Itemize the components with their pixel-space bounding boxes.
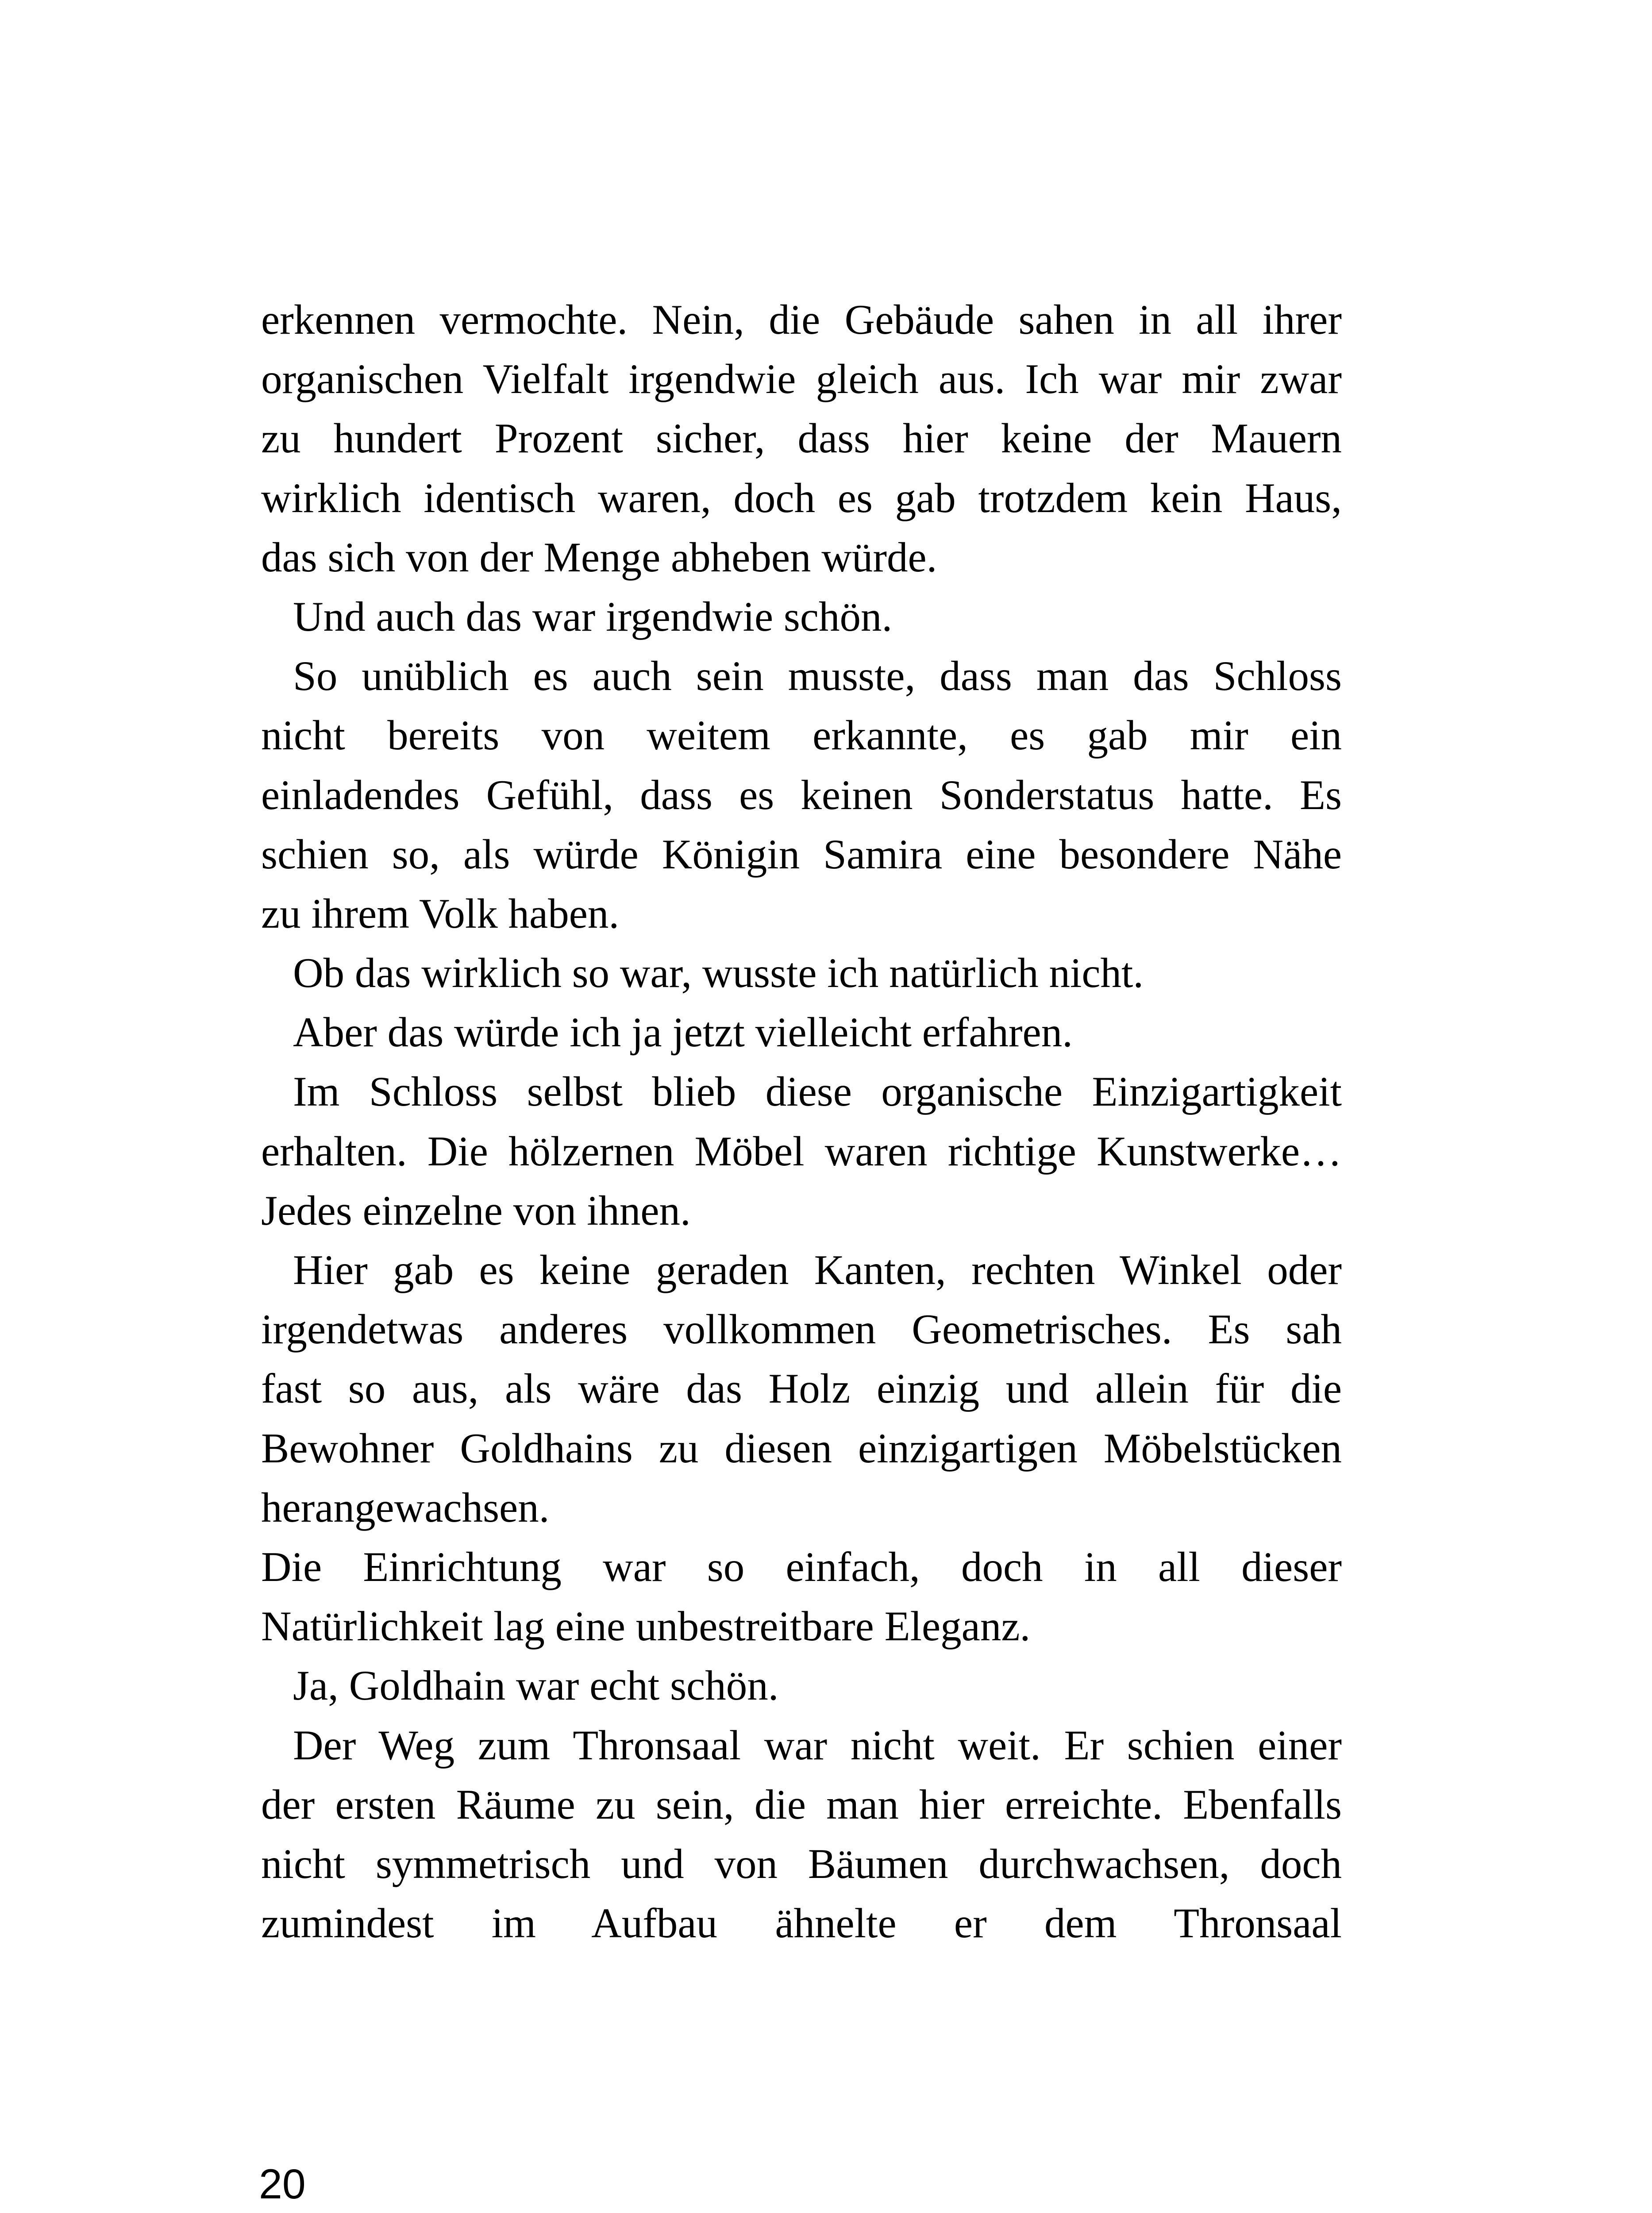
text-line: So unüblich es auch sein musste, dass man das Schloss	[293, 652, 1342, 700]
text-line: Und auch das war irgendwie schön.	[293, 593, 893, 640]
text-line: nicht bereits von weitem erkannte, es gab mir ein	[261, 712, 1342, 759]
text-line: Aber das würde ich ja jetzt vielleicht erfahren.	[293, 1009, 1073, 1056]
text-line: Natürlichkeit lag eine unbestreitbare Eleganz.	[261, 1603, 1031, 1650]
text-line: zu hundert Prozent sicher, dass hier keine der Mauern	[261, 415, 1342, 462]
text-line: Der Weg zum Thronsaal war nicht weit. Er schien einer	[293, 1721, 1342, 1769]
text-line: Ob das wirklich so war, wusste ich natürlich nicht.	[293, 949, 1144, 997]
text-line: das sich von der Menge abheben würde.	[261, 533, 937, 581]
text-line: Hier gab es keine geraden Kanten, rechten Winkel oder	[293, 1246, 1342, 1293]
text-line: herangewachsen.	[261, 1484, 550, 1531]
text-line: organischen Vielfalt irgendwie gleich aus. Ich war mir zwar	[261, 355, 1342, 403]
text-line: Bewohner Goldhains zu diesen einzigartigen Möbelstücken	[261, 1424, 1342, 1472]
text-line: erkennen vermochte. Nein, die Gebäude sahen in all ihrer	[261, 296, 1342, 343]
text-line: irgendetwas anderes vollkommen Geometrisches. Es sah	[261, 1306, 1342, 1353]
text-line: Jedes einzelne von ihnen.	[261, 1187, 691, 1234]
text-line: wirklich identisch waren, doch es gab trotzdem kein Haus,	[261, 474, 1342, 521]
text-line: erhalten. Die hölzernen Möbel waren richtige Kunstwerke…	[261, 1127, 1342, 1175]
text-line: schien so, als würde Königin Samira eine besondere Nähe	[261, 830, 1342, 878]
text-line: zumindest im Aufbau ähnelte er dem Thronsaal	[261, 1900, 1342, 1947]
body-text	[261, 290, 1342, 1953]
text-line: Im Schloss selbst blieb diese organische Einzigartigkeit	[293, 1068, 1342, 1115]
text-line: einladendes Gefühl, dass es keinen Sonderstatus hatte. Es	[261, 771, 1342, 818]
text-line: Ja, Goldhain war echt schön.	[293, 1662, 779, 1709]
text-line: der ersten Räume zu sein, die man hier erreichte. Ebenfalls	[261, 1781, 1342, 1828]
text-line: zu ihrem Volk haben.	[261, 890, 620, 937]
text-line: nicht symmetrisch und von Bäumen durchwachsen, doch	[261, 1840, 1342, 1887]
page-number: 20	[259, 2161, 306, 2208]
text-line: fast so aus, als wäre das Holz einzig und allein für die	[261, 1365, 1342, 1412]
text-line: Die Einrichtung war so einfach, doch in all dieser	[261, 1543, 1342, 1590]
